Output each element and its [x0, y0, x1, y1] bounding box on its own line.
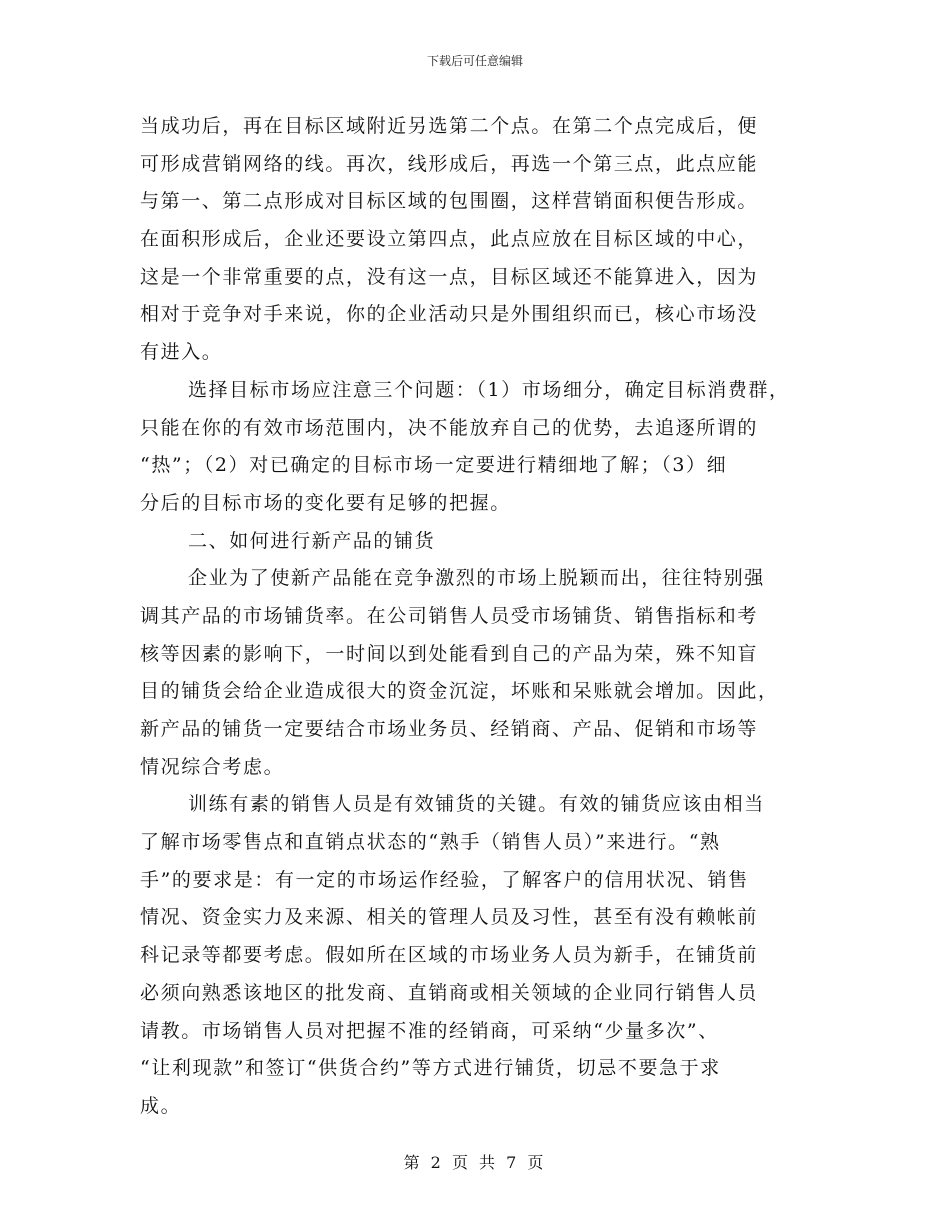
text-line: 科记录等都要考虑。假如所在区域的市场业务人员为新手，在铺货前 [140, 944, 759, 967]
body-text [140, 108, 830, 1126]
text-line: 新产品的铺货一定要结合市场业务员、经销商、产品、促销和市场等 [140, 718, 759, 740]
text-line: 了解市场零售点和直销点状态的“熟手（销售人员）”来进行。“熟 [140, 831, 721, 854]
text-line: 只能在你的有效市场范围内，决不能放弃自己的优势，去追逐所谓的 [140, 416, 759, 439]
text-line: 有进入。 [140, 341, 223, 364]
text-line: 调其产品的市场铺货率。在公司销售人员受市场铺货、销售指标和考 [140, 604, 759, 627]
text-line: 情况、资金实力及来源、相关的管理人员及习性，甚至有没有赖帐前 [140, 906, 759, 929]
text-line: 在面积形成后，企业还要设立第四点，此点应放在目标区域的中心， [140, 228, 759, 251]
text-line: “热”；（2）对已确定的目标市场一定要进行精细地了解；（3）细 [140, 454, 728, 477]
text-line: 核等因素的影响下，一时间以到处能看到自己的产品为荣，殊不知盲 [140, 642, 759, 665]
paragraph-first-line: 选择目标市场应注意三个问题：（1）市场细分，确定目标消费群， [188, 378, 790, 401]
text-line: 当成功后，再在目标区域附近另选第二个点。在第二个点完成后，便 [140, 115, 759, 137]
text-line: 与第一、第二点形成对目标区域的包围圈，这样营销面积便告形成。 [140, 190, 759, 213]
paragraph-first-line: 训练有素的销售人员是有效铺货的关键。有效的铺货应该由相当 [188, 793, 765, 816]
text-line: 可形成营销网络的线。再次，线形成后，再选一个第三点，此点应能 [140, 152, 759, 175]
page-number: 第 2 页 共 7 页 [403, 1153, 547, 1172]
paragraph-first-line: 企业为了使新产品能在竞争激烈的市场上脱颖而出，往往特别强 [188, 567, 765, 590]
text-line: 情况综合考虑。 [140, 755, 285, 778]
text-line: 分后的目标市场的变化要有足够的把握。 [140, 491, 511, 514]
text-line: 相对于竞争对手来说，你的企业活动只是外围组织而已，核心市场没 [140, 303, 759, 326]
section-heading: 二、如何进行新产品的铺货 [188, 529, 436, 552]
text-line: 请教。市场销售人员对把握不准的经销商，可采纳“少量多次”、 [140, 1019, 719, 1042]
text-line: 成。 [140, 1094, 182, 1117]
text-line: 目的铺货会给企业造成很大的资金沉淀，坏账和呆账就会增加。因此， [140, 680, 779, 703]
text-line: “让利现款”和签订“供货合约”等方式进行铺货，切忌不要急于求 [140, 1057, 721, 1080]
text-line: 这是一个非常重要的点，没有这一点，目标区域还不能算进入，因为 [140, 265, 759, 288]
text-line: 必须向熟悉该地区的批发商、直销商或相关领域的企业同行销售人员 [140, 981, 759, 1004]
text-line: 手”的要求是：有一定的市场运作经验，了解客户的信用状况、销售 [140, 868, 749, 891]
page-header-note: 下载后可任意编辑 [426, 54, 523, 68]
